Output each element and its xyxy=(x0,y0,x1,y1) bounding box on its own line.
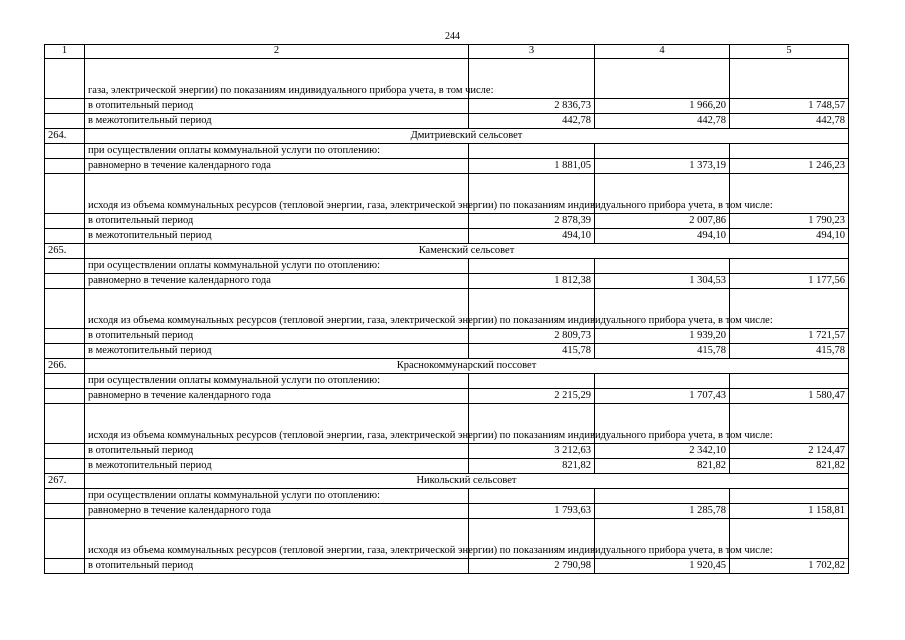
section-title: Каменский сельсовет xyxy=(85,244,849,259)
row-description: равномерно в течение календарного года xyxy=(85,274,469,289)
row-number-cell xyxy=(45,559,85,574)
value-col-4: 1 304,53 xyxy=(595,274,730,289)
value-col-5: 1 177,56 xyxy=(730,274,849,289)
value-col-3: 1 793,63 xyxy=(469,504,595,519)
row-number-cell xyxy=(45,459,85,474)
value-col-4: 2 342,10 xyxy=(595,444,730,459)
description-row xyxy=(45,519,849,559)
section-number: 264. xyxy=(45,129,85,144)
page-number: 244 xyxy=(445,31,460,42)
row-number-cell xyxy=(45,489,85,504)
row-description: в отопительный период xyxy=(85,214,469,229)
value-col-5 xyxy=(730,374,849,389)
value-col-5: 494,10 xyxy=(730,229,849,244)
row-description: в межотопительный период xyxy=(85,459,469,474)
value-col-3: 442,78 xyxy=(469,114,595,129)
table-row xyxy=(45,114,849,129)
row-number-cell xyxy=(45,329,85,344)
row-number-cell xyxy=(45,504,85,519)
value-col-5: 442,78 xyxy=(730,114,849,129)
row-number-cell xyxy=(45,344,85,359)
row-description: равномерно в течение календарного года xyxy=(85,504,469,519)
value-col-3: 3 212,63 xyxy=(469,444,595,459)
row-number-cell xyxy=(45,59,85,99)
value-col-4: 494,10 xyxy=(595,229,730,244)
value-col-3: 1 812,38 xyxy=(469,274,595,289)
value-col-3: 2 809,73 xyxy=(469,329,595,344)
table-row xyxy=(45,329,849,344)
table-row xyxy=(45,229,849,244)
description-row xyxy=(45,144,849,159)
value-col-4: 1 966,20 xyxy=(595,99,730,114)
value-col-5: 1 702,82 xyxy=(730,559,849,574)
row-number-cell xyxy=(45,159,85,174)
row-number-cell xyxy=(45,259,85,274)
value-col-3: 494,10 xyxy=(469,229,595,244)
section-row xyxy=(45,244,849,259)
table-row xyxy=(45,344,849,359)
value-col-4: 1 939,20 xyxy=(595,329,730,344)
value-col-5: 415,78 xyxy=(730,344,849,359)
table-row xyxy=(45,214,849,229)
description-row xyxy=(45,59,849,99)
row-description: исходя из объема коммунальных ресурсов (тепловой энергии, газа, электрической энергии) по показаниям индивидуального прибора учета, в том числе: xyxy=(85,174,469,214)
value-col-4 xyxy=(595,489,730,504)
section-title: Краснокоммунарский поссовет xyxy=(85,359,849,374)
value-col-4 xyxy=(595,374,730,389)
value-col-3: 415,78 xyxy=(469,344,595,359)
table-row xyxy=(45,444,849,459)
row-description: при осуществлении оплаты коммунальной услуги по отоплению: xyxy=(85,489,469,504)
row-description: исходя из объема коммунальных ресурсов (тепловой энергии, газа, электрической энергии) по показаниям индивидуального прибора учета, в том числе: xyxy=(85,289,469,329)
value-col-3: 2 878,39 xyxy=(469,214,595,229)
table-row xyxy=(45,504,849,519)
value-col-4 xyxy=(595,144,730,159)
value-col-4: 1 285,78 xyxy=(595,504,730,519)
value-col-3 xyxy=(469,259,595,274)
value-col-3 xyxy=(469,144,595,159)
row-description: исходя из объема коммунальных ресурсов (тепловой энергии, газа, электрической энергии) по показаниям индивидуального прибора учета, в том числе: xyxy=(85,519,469,559)
row-number-cell xyxy=(45,114,85,129)
row-number-cell xyxy=(45,214,85,229)
value-col-4: 442,78 xyxy=(595,114,730,129)
column-header: 5 xyxy=(730,45,849,59)
value-col-4: 415,78 xyxy=(595,344,730,359)
row-description: в межотопительный период xyxy=(85,344,469,359)
column-header-row xyxy=(45,45,849,59)
row-number-cell xyxy=(45,389,85,404)
table-row xyxy=(45,99,849,114)
row-number-cell xyxy=(45,174,85,214)
row-description: при осуществлении оплаты коммунальной услуги по отоплению: xyxy=(85,374,469,389)
value-col-4 xyxy=(595,59,730,99)
value-col-4: 821,82 xyxy=(595,459,730,474)
section-row xyxy=(45,129,849,144)
value-col-3 xyxy=(469,374,595,389)
section-title: Дмитриевский сельсовет xyxy=(85,129,849,144)
table-row xyxy=(45,459,849,474)
section-number: 267. xyxy=(45,474,85,489)
row-description: в отопительный период xyxy=(85,444,469,459)
row-number-cell xyxy=(45,289,85,329)
value-col-3 xyxy=(469,489,595,504)
description-row xyxy=(45,259,849,274)
row-description: в отопительный период xyxy=(85,559,469,574)
value-col-5: 1 580,47 xyxy=(730,389,849,404)
value-col-3: 2 790,98 xyxy=(469,559,595,574)
value-col-5: 2 124,47 xyxy=(730,444,849,459)
row-number-cell xyxy=(45,374,85,389)
table-row xyxy=(45,389,849,404)
row-description: при осуществлении оплаты коммунальной услуги по отоплению: xyxy=(85,144,469,159)
table-row xyxy=(45,159,849,174)
row-number-cell xyxy=(45,144,85,159)
section-row xyxy=(45,359,849,374)
value-col-3: 1 881,05 xyxy=(469,159,595,174)
value-col-5: 1 721,57 xyxy=(730,329,849,344)
value-col-5 xyxy=(730,489,849,504)
description-row xyxy=(45,489,849,504)
section-row xyxy=(45,474,849,489)
section-number: 265. xyxy=(45,244,85,259)
row-number-cell xyxy=(45,274,85,289)
description-row xyxy=(45,404,849,444)
row-number-cell xyxy=(45,519,85,559)
value-col-3: 2 215,29 xyxy=(469,389,595,404)
column-header: 3 xyxy=(469,45,595,59)
row-description: в межотопительный период xyxy=(85,114,469,129)
value-col-4: 2 007,86 xyxy=(595,214,730,229)
section-number: 266. xyxy=(45,359,85,374)
value-col-5: 821,82 xyxy=(730,459,849,474)
value-col-5: 1 158,81 xyxy=(730,504,849,519)
description-row xyxy=(45,174,849,214)
row-number-cell xyxy=(45,444,85,459)
row-description: равномерно в течение календарного года xyxy=(85,389,469,404)
value-col-4: 1 707,43 xyxy=(595,389,730,404)
section-title: Никольский сельсовет xyxy=(85,474,849,489)
value-col-4: 1 373,19 xyxy=(595,159,730,174)
value-col-5: 1 790,23 xyxy=(730,214,849,229)
value-col-5 xyxy=(730,59,849,99)
row-description: в отопительный период xyxy=(85,99,469,114)
value-col-4: 1 920,45 xyxy=(595,559,730,574)
value-col-5 xyxy=(730,259,849,274)
row-number-cell xyxy=(45,99,85,114)
row-description: газа, электрической энергии) по показаниям индивидуального прибора учета, в том числе: xyxy=(85,59,469,99)
table-row xyxy=(45,559,849,574)
value-col-3: 821,82 xyxy=(469,459,595,474)
row-description: исходя из объема коммунальных ресурсов (тепловой энергии, газа, электрической энергии) по показаниям индивидуального прибора учета, в том числе: xyxy=(85,404,469,444)
description-row xyxy=(45,374,849,389)
column-header: 1 xyxy=(45,45,85,59)
description-row xyxy=(45,289,849,329)
row-number-cell xyxy=(45,229,85,244)
row-description: равномерно в течение календарного года xyxy=(85,159,469,174)
value-col-5 xyxy=(730,144,849,159)
column-header: 4 xyxy=(595,45,730,59)
row-description: в отопительный период xyxy=(85,329,469,344)
value-col-3: 2 836,73 xyxy=(469,99,595,114)
row-description: в межотопительный период xyxy=(85,229,469,244)
tariff-table xyxy=(44,44,849,574)
value-col-5: 1 246,23 xyxy=(730,159,849,174)
value-col-4 xyxy=(595,259,730,274)
value-col-5: 1 748,57 xyxy=(730,99,849,114)
row-description: при осуществлении оплаты коммунальной услуги по отоплению: xyxy=(85,259,469,274)
column-header: 2 xyxy=(85,45,469,59)
table-row xyxy=(45,274,849,289)
row-number-cell xyxy=(45,404,85,444)
